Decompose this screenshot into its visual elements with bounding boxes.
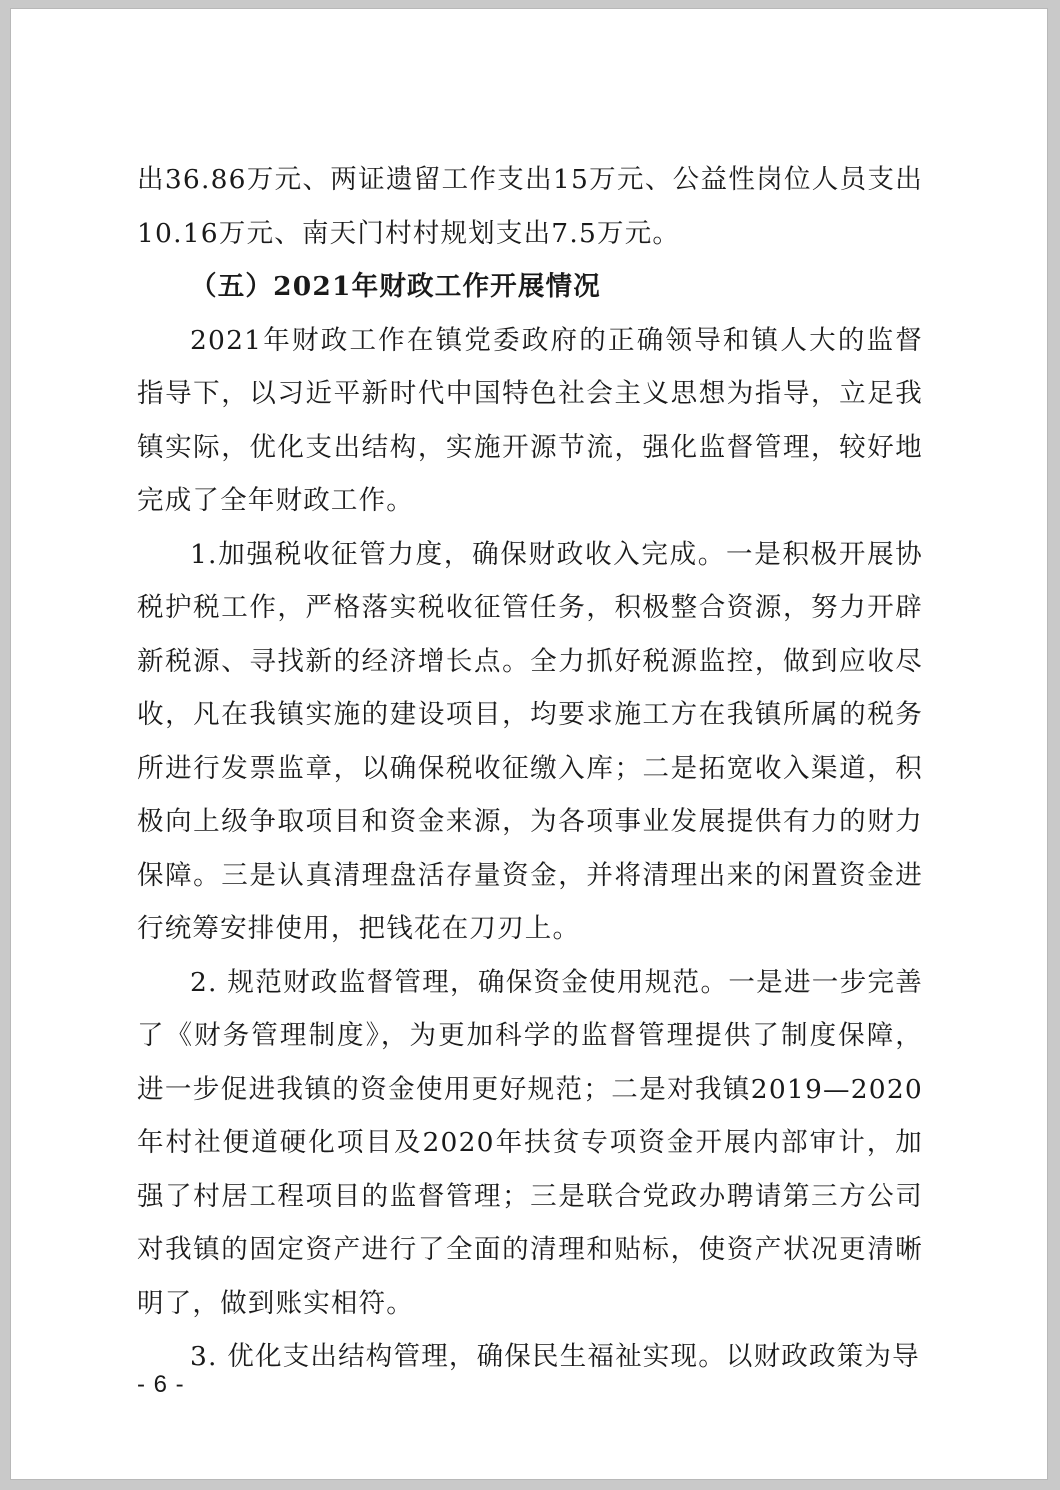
document-page bbox=[11, 9, 1047, 1479]
paragraph-overview: 2021年财政工作在镇党委政府的正确领导和镇人大的监督指导下，以习近平新时代中国特色社会主义思想为指导，立足我镇实际，优化支出结构，实施开源节流，强化监督管理，较好地完成了全年财政工作。 bbox=[137, 324, 923, 516]
paragraph-item-1: 1.加强税收征管力度，确保财政收入完成。一是积极开展协税护税工作，严格落实税收征管任务，积极整合资源，努力开辟新税源、寻找新的经济增长点。全力抓好税源监控，做到应收尽收，凡在我镇实施的建设项目，均要求施工方在我镇所属的税务所进行发票监章，以确保税收征缴入库；二是拓宽收入渠道，积极向上级争取项目和资金来源，为各项事业发展提供有力的财力保障。三是认真清理盘活存量资金，并将清理出来的闲置资金进行统筹安排使用，把钱花在刀刃上。 bbox=[137, 538, 923, 944]
section-heading: （五）2021年财政工作开展情况 bbox=[190, 271, 601, 302]
paragraph-item-2: 2. 规范财政监督管理，确保资金使用规范。一是进一步完善了《财务管理制度》，为更加科学的监督管理提供了制度保障，进一步促进我镇的资金使用更好规范；二是对我镇2019—2020年村社便道硬化项目及2020年扶贫专项资金开展内部审计，加强了村居工程项目的监督管理；三是联合党政办聘请第三方公司对我镇的固定资产进行了全面的清理和贴标，使资产状况更清晰明了，做到账实相符。 bbox=[137, 966, 923, 1319]
paragraph-item-3: 3. 优化支出结构管理，确保民生福祉实现。以财政政策为导 bbox=[190, 1341, 920, 1372]
page-number: - 6 - bbox=[137, 1371, 185, 1398]
paragraph-continuation: 出36.86万元、两证遗留工作支出15万元、公益性岗位人员支出10.16万元、南天门村村规划支出7.5万元。 bbox=[137, 164, 923, 249]
document-body bbox=[137, 153, 923, 1384]
